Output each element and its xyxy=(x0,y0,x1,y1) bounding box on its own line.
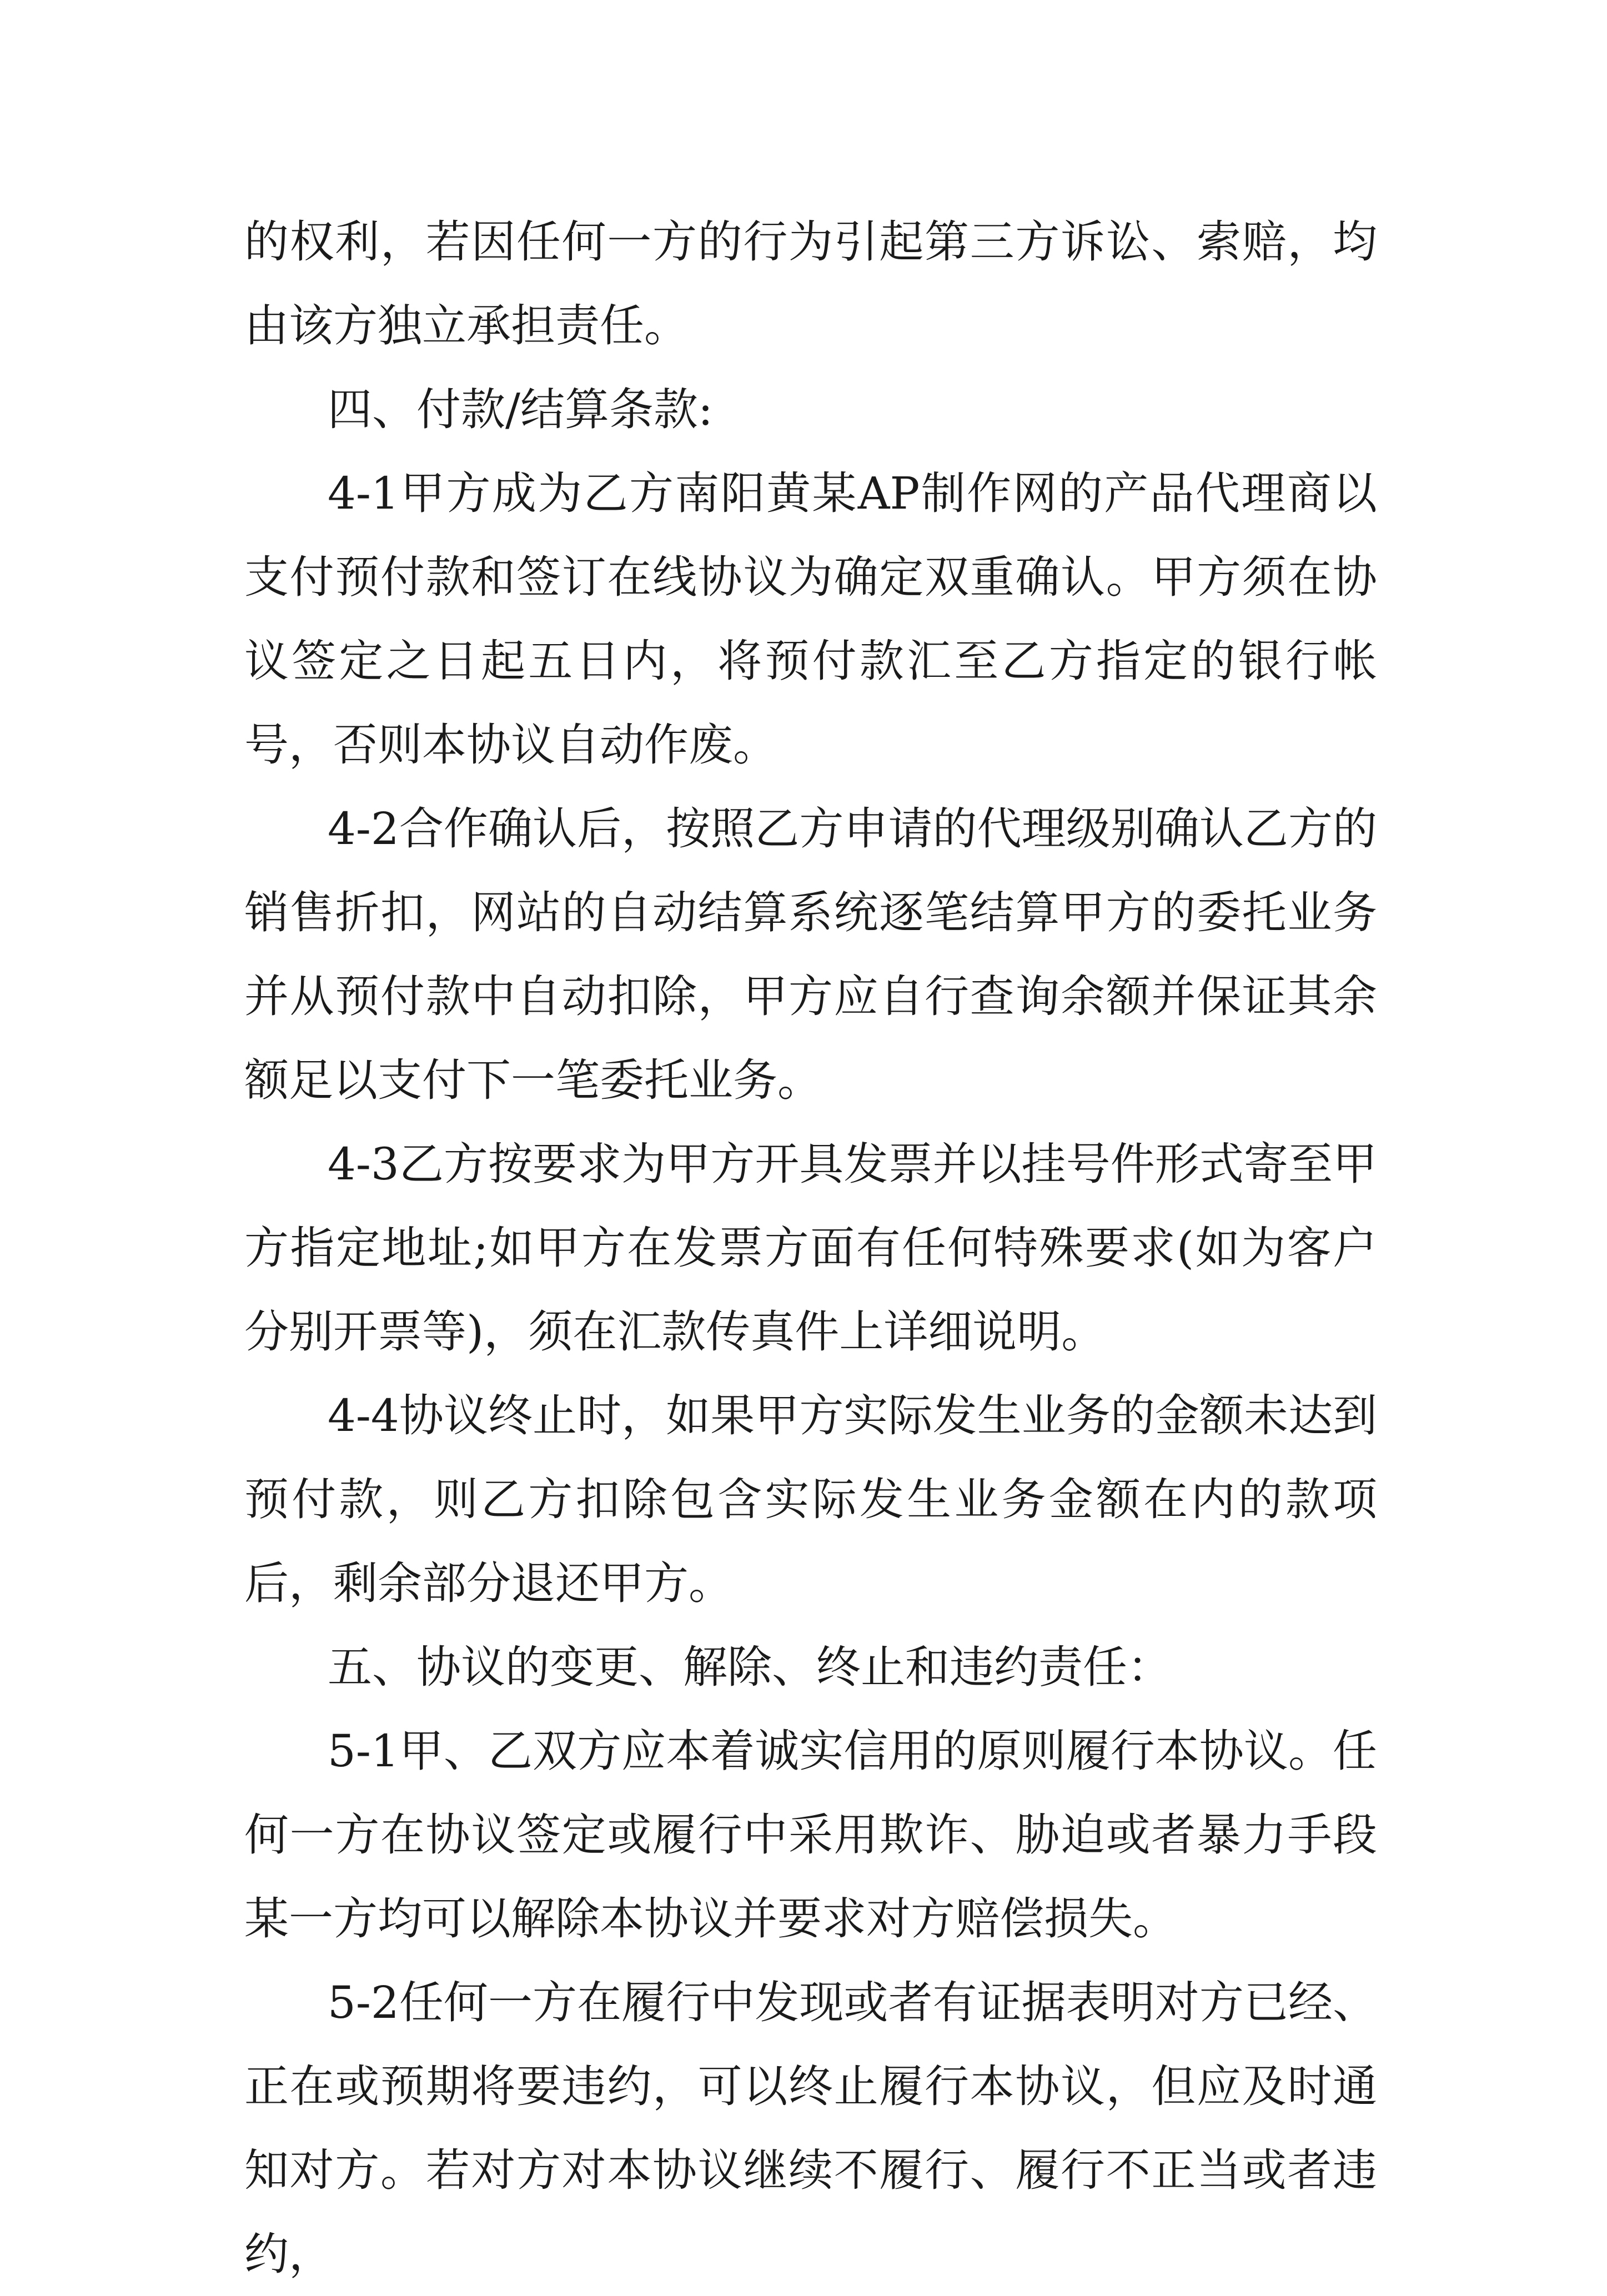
clause-4-1: 4-1甲方成为乙方南阳黄某AP制作网的产品代理商以支付预付款和签订在线协议为确定双重确认。甲方须在协议签定之日起五日内，将预付款汇至乙方指定的银行帐号，否则本协议自动作废。 xyxy=(244,468,1377,771)
clause-4-3: 4-3乙方按要求为甲方开具发票并以挂号件形式寄至甲方指定地址;如甲方在发票方面有任何特殊要求(如为客户分别开票等)，须在汇款传真件上详细说明。 xyxy=(244,1138,1377,1358)
clause-4-2: 4-2合作确认后，按照乙方申请的代理级别确认乙方的销售折扣，网站的自动结算系统逐笔结算甲方的委托业务并从预付款中自动扣除，甲方应自行查询余额并保证其余额足以支付下一笔委托业务。 xyxy=(244,803,1377,1106)
section-heading-payment: 四、付款/结算条款: xyxy=(328,384,713,435)
clause-4-4: 4-4协议终止时，如果甲方实际发生业务的金额未达到预付款，则乙方扣除包含实际发生业务金额在内的款项后，剩余部分退还甲方。 xyxy=(244,1390,1377,1609)
paragraph-rights-continuation: 的权利，若因任何一方的行为引起第三方诉讼、索赔，均由该方独立承担责任。 xyxy=(244,216,1377,351)
document-body xyxy=(244,200,1377,2296)
clause-5-2: 5-2任何一方在履行中发现或者有证据表明对方已经、正在或预期将要违约，可以终止履行本协议，但应及时通知对方。若对方对本协议继续不履行、履行不正当或者违约， xyxy=(244,1977,1377,2280)
clause-5-1: 5-1甲、乙双方应本着诚实信用的原则履行本协议。任何一方在协议签定或履行中采用欺诈、胁迫或者暴力手段某一方均可以解除本协议并要求对方赔偿损失。 xyxy=(244,1725,1377,1945)
section-heading-termination: 五、协议的变更、解除、终止和违约责任： xyxy=(328,1641,1172,1693)
